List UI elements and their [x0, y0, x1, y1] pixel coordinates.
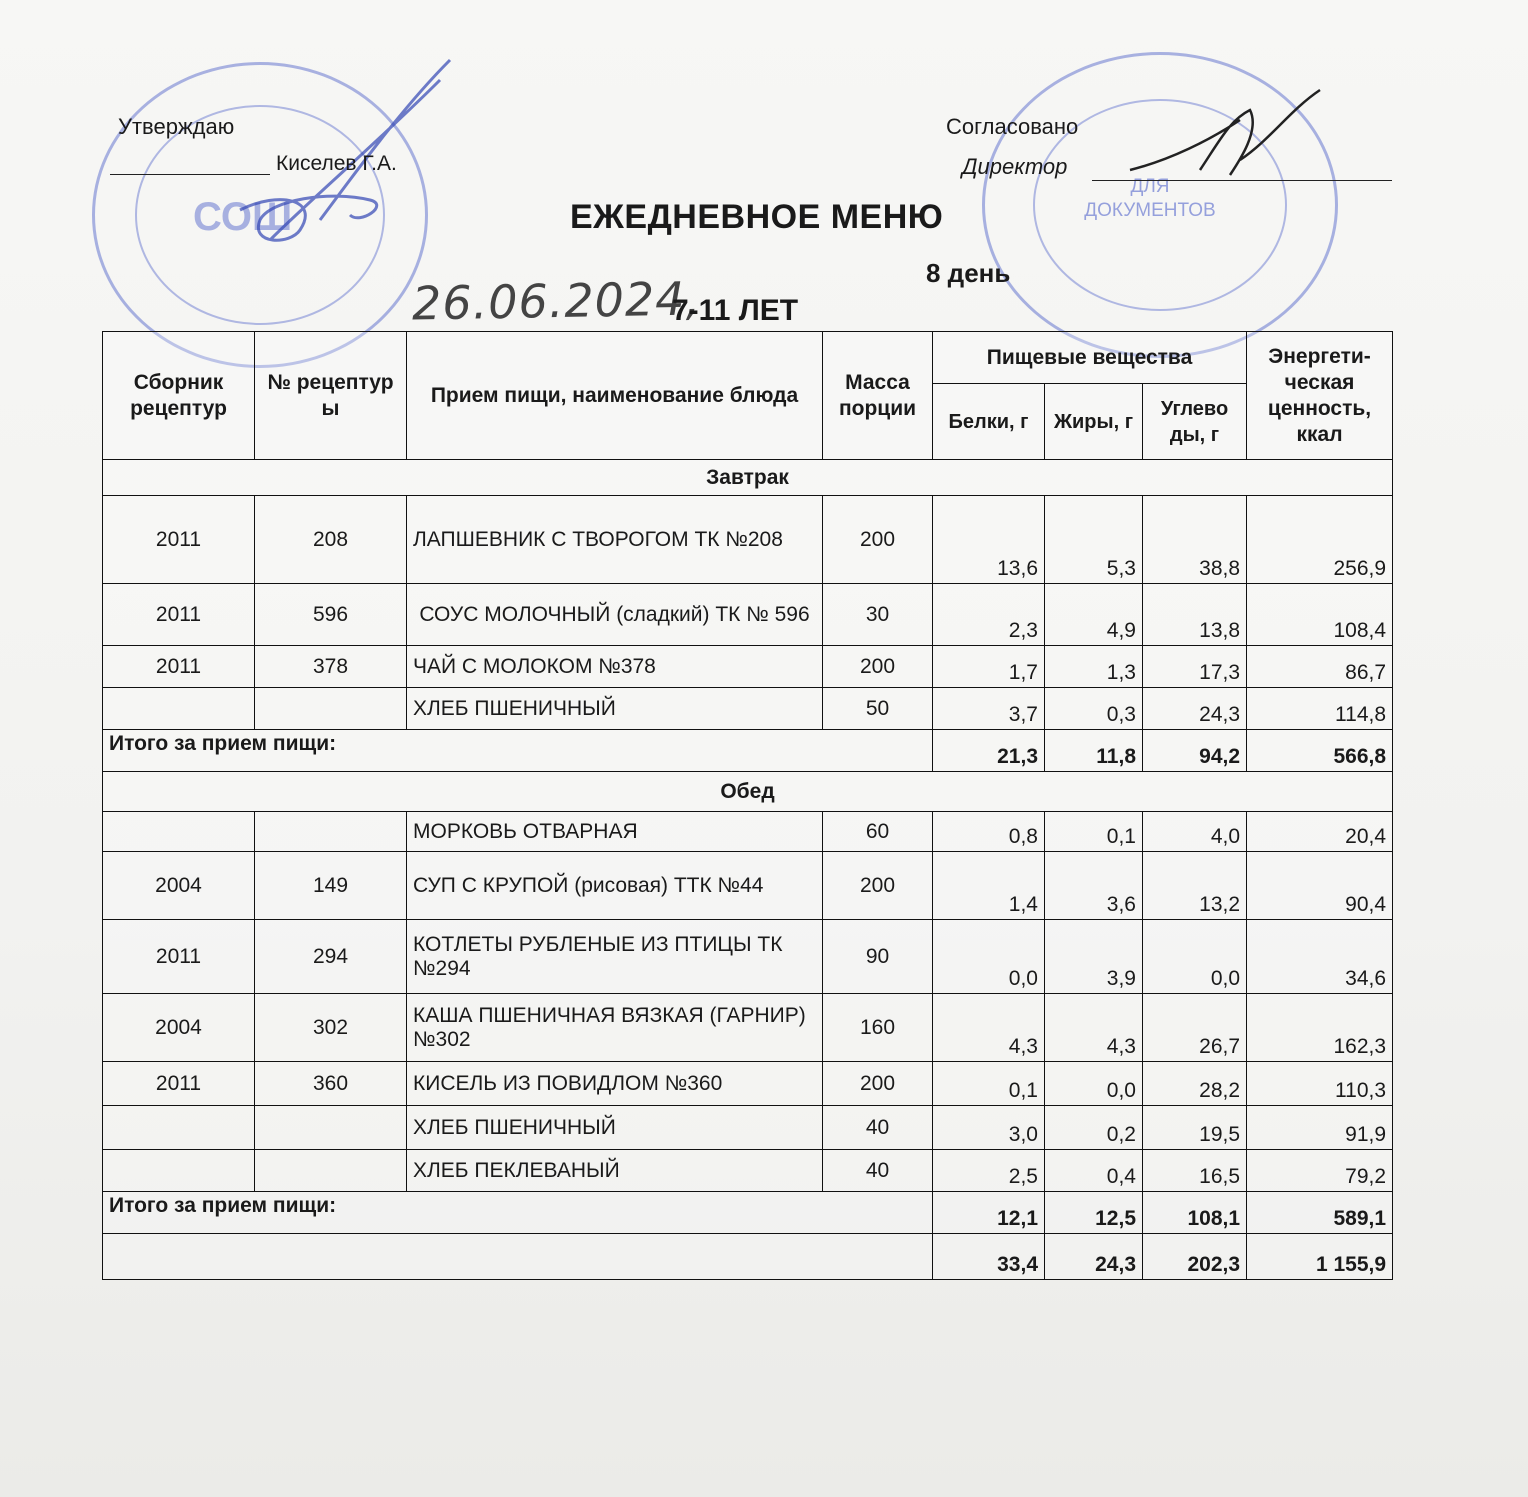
cell-protein: 2,3	[933, 584, 1045, 646]
cell-energy: 162,3	[1247, 994, 1393, 1062]
cell-dish: КИСЕЛЬ ИЗ ПОВИДЛОМ №360	[407, 1062, 823, 1106]
cell-collection: 2011	[103, 1062, 255, 1106]
cell-mass: 160	[823, 994, 933, 1062]
table-row	[103, 688, 1393, 730]
cell-recipe	[255, 812, 407, 852]
grand-total-fat: 24,3	[1045, 1234, 1143, 1280]
grand-total-protein: 33,4	[933, 1234, 1045, 1280]
cell-energy: 86,7	[1247, 646, 1393, 688]
cell-fat: 0,2	[1045, 1106, 1143, 1150]
cell-energy: 90,4	[1247, 852, 1393, 920]
cell-recipe: 294	[255, 920, 407, 994]
cell-carbs: 17,3	[1143, 646, 1247, 688]
cell-mass: 30	[823, 584, 933, 646]
total-protein: 12,1	[933, 1192, 1045, 1234]
cell-energy: 110,3	[1247, 1062, 1393, 1106]
table-row	[103, 1062, 1393, 1106]
cell-carbs: 4,0	[1143, 812, 1247, 852]
right-seal-stamp	[982, 52, 1338, 358]
cell-protein: 3,0	[933, 1106, 1045, 1150]
table-row	[103, 584, 1393, 646]
table-row	[103, 1150, 1393, 1192]
cell-energy: 91,9	[1247, 1106, 1393, 1150]
cell-dish: СОУС МОЛОЧНЫЙ (сладкий) ТК № 596	[407, 584, 823, 646]
cell-protein: 0,8	[933, 812, 1045, 852]
cell-mass: 90	[823, 920, 933, 994]
cell-mass: 40	[823, 1106, 933, 1150]
cell-mass: 200	[823, 852, 933, 920]
table-row	[103, 646, 1393, 688]
menu-table	[102, 331, 1393, 1280]
total-energy: 566,8	[1247, 730, 1393, 772]
table-row	[103, 994, 1393, 1062]
right-seal-text: ДЛЯ ДОКУМЕНТОВ	[1084, 176, 1216, 221]
cell-mass: 50	[823, 688, 933, 730]
cell-recipe: 208	[255, 496, 407, 584]
cell-protein: 1,7	[933, 646, 1045, 688]
cell-fat: 4,9	[1045, 584, 1143, 646]
section-title: Обед	[103, 772, 1393, 812]
total-carbs: 94,2	[1143, 730, 1247, 772]
cell-recipe: 378	[255, 646, 407, 688]
cell-fat: 5,3	[1045, 496, 1143, 584]
breakfast-total-row	[103, 730, 1393, 772]
cell-carbs: 26,7	[1143, 994, 1247, 1062]
section-lunch	[103, 772, 1393, 812]
cell-mass: 60	[823, 812, 933, 852]
table-row	[103, 852, 1393, 920]
total-label: Итого за прием пищи:	[103, 730, 933, 772]
cell-recipe	[255, 1150, 407, 1192]
cell-dish: ЧАЙ С МОЛОКОМ №378	[407, 646, 823, 688]
cell-recipe: 360	[255, 1062, 407, 1106]
total-energy: 589,1	[1247, 1192, 1393, 1234]
cell-carbs: 13,8	[1143, 584, 1247, 646]
table-row	[103, 1106, 1393, 1150]
left-seal-text: СОШ	[193, 195, 293, 239]
cell-collection: 2011	[103, 584, 255, 646]
cell-carbs: 0,0	[1143, 920, 1247, 994]
header-fat: Жиры, г	[1045, 384, 1143, 460]
director-label: Директор	[962, 154, 1068, 179]
left-seal-stamp	[92, 62, 428, 368]
age-group: 7-11 ЛЕТ	[672, 294, 799, 327]
grand-total-carbs: 202,3	[1143, 1234, 1247, 1280]
cell-dish: КАША ПШЕНИЧНАЯ ВЯЗКАЯ (ГАРНИР) №302	[407, 994, 823, 1062]
header-collection: Сборник рецептур	[103, 332, 255, 460]
cell-energy: 108,4	[1247, 584, 1393, 646]
total-fat: 11,8	[1045, 730, 1143, 772]
cell-carbs: 28,2	[1143, 1062, 1247, 1106]
cell-energy: 256,9	[1247, 496, 1393, 584]
cell-carbs: 19,5	[1143, 1106, 1247, 1150]
total-label: Итого за прием пищи:	[103, 1192, 933, 1234]
cell-protein: 0,0	[933, 920, 1045, 994]
cell-carbs: 13,2	[1143, 852, 1247, 920]
cell-fat: 0,1	[1045, 812, 1143, 852]
cell-protein: 4,3	[933, 994, 1045, 1062]
agreed-label: Согласовано	[946, 114, 1079, 139]
cell-mass: 200	[823, 496, 933, 584]
approve-signature-line	[110, 174, 270, 175]
header-nutrients: Пищевые вещества	[933, 332, 1247, 384]
cell-recipe: 302	[255, 994, 407, 1062]
cell-protein: 1,4	[933, 852, 1045, 920]
cell-carbs: 16,5	[1143, 1150, 1247, 1192]
cell-collection: 2011	[103, 920, 255, 994]
grand-total-blank	[103, 1234, 933, 1280]
cell-fat: 4,3	[1045, 994, 1143, 1062]
table-row	[103, 496, 1393, 584]
cell-dish: КОТЛЕТЫ РУБЛЕНЫЕ ИЗ ПТИЦЫ ТК №294	[407, 920, 823, 994]
cell-dish: СУП С КРУПОЙ (рисовая) ТТК №44	[407, 852, 823, 920]
cell-recipe: 596	[255, 584, 407, 646]
header-carbs: Углево ды, г	[1143, 384, 1247, 460]
header-energy: Энергети-ческая ценность, ккал	[1247, 332, 1393, 460]
cell-recipe: 149	[255, 852, 407, 920]
approver-name: Киселев Г.А.	[276, 152, 397, 175]
total-carbs: 108,1	[1143, 1192, 1247, 1234]
total-fat: 12,5	[1045, 1192, 1143, 1234]
cell-protein: 2,5	[933, 1150, 1045, 1192]
approve-label: Утверждаю	[118, 114, 235, 139]
lunch-total-row	[103, 1192, 1393, 1234]
cell-fat: 3,9	[1045, 920, 1143, 994]
cell-collection	[103, 812, 255, 852]
cell-protein: 3,7	[933, 688, 1045, 730]
cell-fat: 1,3	[1045, 646, 1143, 688]
cell-dish: ХЛЕБ ПШЕНИЧНЫЙ	[407, 688, 823, 730]
page-title: ЕЖЕДНЕВНОЕ МЕНЮ	[570, 198, 944, 236]
cell-recipe	[255, 1106, 407, 1150]
director-signature-line	[1092, 180, 1392, 181]
cell-collection: 2004	[103, 994, 255, 1062]
cell-energy: 34,6	[1247, 920, 1393, 994]
cell-fat: 3,6	[1045, 852, 1143, 920]
header-mass: Масса порции	[823, 332, 933, 460]
grand-total-row	[103, 1234, 1393, 1280]
total-protein: 21,3	[933, 730, 1045, 772]
day-label: 8 день	[926, 258, 1011, 288]
cell-energy: 20,4	[1247, 812, 1393, 852]
cell-protein: 13,6	[933, 496, 1045, 584]
header-recipe-no: № рецептур ы	[255, 332, 407, 460]
section-title: Завтрак	[103, 460, 1393, 496]
cell-mass: 200	[823, 1062, 933, 1106]
cell-protein: 0,1	[933, 1062, 1045, 1106]
section-breakfast	[103, 460, 1393, 496]
cell-fat: 0,0	[1045, 1062, 1143, 1106]
cell-dish: ХЛЕБ ПШЕНИЧНЫЙ	[407, 1106, 823, 1150]
cell-energy: 79,2	[1247, 1150, 1393, 1192]
table-row	[103, 920, 1393, 994]
cell-collection: 2011	[103, 496, 255, 584]
cell-collection	[103, 1150, 255, 1192]
cell-collection	[103, 1106, 255, 1150]
cell-energy: 114,8	[1247, 688, 1393, 730]
header-protein: Белки, г	[933, 384, 1045, 460]
cell-collection: 2004	[103, 852, 255, 920]
header-dish: Прием пищи, наименование блюда	[407, 332, 823, 460]
grand-total-energy: 1 155,9	[1247, 1234, 1393, 1280]
cell-carbs: 24,3	[1143, 688, 1247, 730]
cell-recipe	[255, 688, 407, 730]
cell-fat: 0,4	[1045, 1150, 1143, 1192]
cell-carbs: 38,8	[1143, 496, 1247, 584]
cell-dish: ЛАПШЕВНИК С ТВОРОГОМ ТК №208	[407, 496, 823, 584]
handwritten-date: 26.06.2024,	[411, 271, 702, 331]
cell-dish: ХЛЕБ ПЕКЛЕВАНЫЙ	[407, 1150, 823, 1192]
cell-collection	[103, 688, 255, 730]
cell-collection: 2011	[103, 646, 255, 688]
cell-mass: 200	[823, 646, 933, 688]
cell-fat: 0,3	[1045, 688, 1143, 730]
cell-dish: МОРКОВЬ ОТВАРНАЯ	[407, 812, 823, 852]
cell-mass: 40	[823, 1150, 933, 1192]
table-row	[103, 812, 1393, 852]
